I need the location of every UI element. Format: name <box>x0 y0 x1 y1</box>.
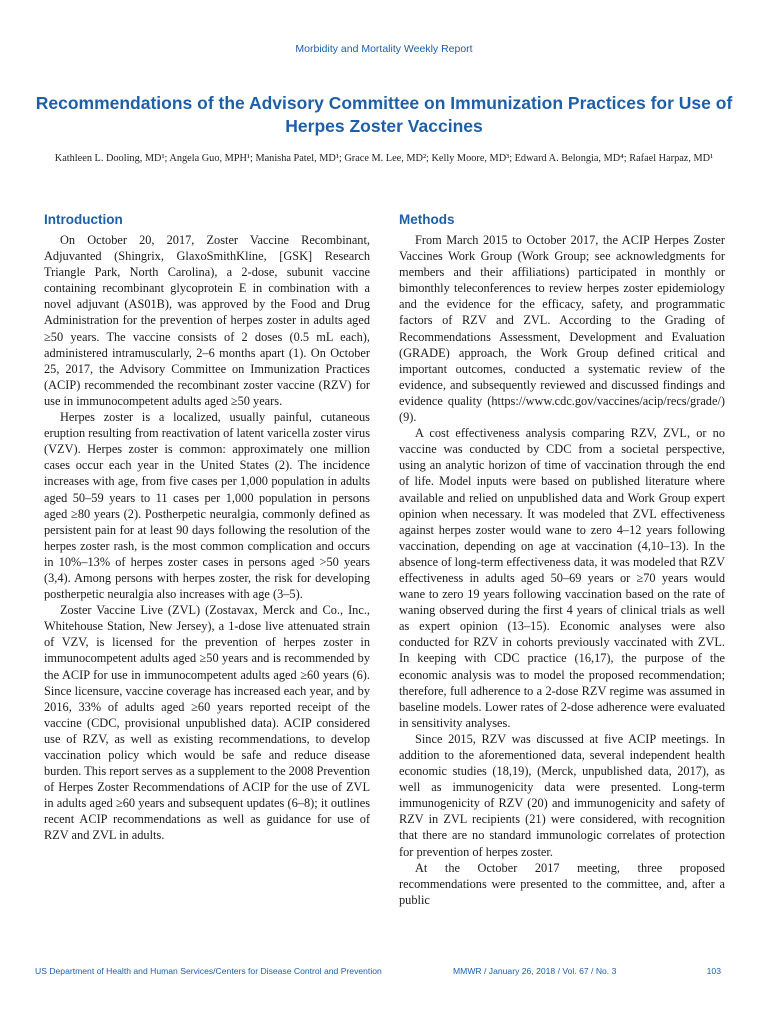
introduction-section <box>44 212 370 844</box>
methods-heading: Methods <box>399 212 455 227</box>
introduction-paragraph: Herpes zoster is a localized, usually painful, cutaneous eruption resulting from reactivation of latent varicella zoster virus (VZV). Herpes zoster is common: approximately one million cases occur each year in the United States (2). The incidence increases with age, from five cases per 1,000 population in adults aged 50–59 years to 11 cases per 1,000 population in persons aged ≥80 years (2). Postherpetic neuralgia, commonly defined as persistent pain for at least 90 days following the resolution of the herpes zoster rash, is the most common complication and occurs in 10%–13% of herpes zoster cases in persons aged >50 years (3,4). Among persons with herpes zoster, the risk for developing postherpetic neuralgia also increases with age (3–5). <box>44 410 370 602</box>
introduction-paragraph: Zoster Vaccine Live (ZVL) (Zostavax, Merck and Co., Inc., Whitehouse Station, New Jersey), a 1-dose live attenuated strain of VZV, is licensed for the prevention of herpes zoster in immunocompetent adults aged ≥50 years and is recommended by the ACIP for use in immunocompetent adults aged ≥60 years (6). Since licensure, vaccine coverage has increased each year, and by 2016, 33% of adults aged ≥60 years reported receipt of the vaccine (CDC, provisional unpublished data). ACIP considered use of RZV, as well as existing recommendations, to develop vaccination policy which would be safe and reduce disease burden. This report serves as a supplement to the 2008 Prevention of Herpes Zoster Recommendations of ACIP for the use of ZVL in adults aged ≥60 years and subsequent updates (6–8); it outlines recent ACIP recommendations as well as guidance for use of RZV and ZVL in adults. <box>44 603 370 843</box>
article-title: Recommendations of the Advisory Committee on Immunization Practices for Use of Herpes Zoster Vaccines <box>35 93 733 136</box>
methods-paragraph: A cost effectiveness analysis comparing RZV, ZVL, or no vaccine was conducted by CDC from a societal perspective, using an analytic horizon of time of vaccination through the end of life. Model inputs were based on published literature where available and relied on unpublished data and Work Group expert opinion when necessary. It was modeled that ZVL effectiveness against herpes zoster would wane to zero 4–12 years following vaccination, depending on age at vaccination (4,10–13). In the absence of long-term effectiveness data, it was modeled that RZV effectiveness in adults aged 50–69 years or ≥70 years would wane to zero 19 years following vaccination based on the rate of waning observed during the first 4 years of clinical trials as well as expert opinion (13–15). Economic analyses were also conducted for RZV in cohorts previously vaccinated with ZVL. In keeping with CDC practice (16,17), the purpose of the economic analysis was to model the proposed recommendation; therefore, full adherence to a 2-dose RZV regime was assumed in baseline models. Lower rates of 2-dose adherence were evaluated in sensitivity analyses. <box>399 426 725 730</box>
methods-section <box>399 212 725 908</box>
methods-paragraph: Since 2015, RZV was discussed at five ACIP meetings. In addition to the aforementioned data, several independent health economic studies (18,19), (Merck, unpublished data, 2017), as well as immunogenicity data were presented. Long-term immunogenicity of RZV (20) and immunogenicity and safety of RZV in ZVL recipients (21) were considered, with recognition that there are no standard immunologic correlates of protection for prevention of herpes zoster. <box>399 731 725 859</box>
footer-publisher: US Department of Health and Human Services/Centers for Disease Control and Prevention <box>35 966 382 976</box>
methods-paragraph: From March 2015 to October 2017, the ACIP Herpes Zoster Vaccines Work Group (Work Group; see acknowledgments for members and their affiliations) participated in monthly or bimonthly teleconferences to review herpes zoster epidemiology and the evidence for the efficacy, safety, and programmatic factors of RZV and ZVL. According to the Grading of Recommendations Assessment, Development and Evaluation (GRADE) approach, the Work Group defined critical and important outcomes, conducted a systematic review of the evidence, and subsequently reviewed and discussed findings and evidence quality (https://www.cdc.gov/vaccines/acip/recs/grade/) (9). <box>399 233 725 425</box>
introduction-heading: Introduction <box>44 212 123 227</box>
footer-citation: MMWR / January 26, 2018 / Vol. 67 / No. 3 <box>453 966 617 976</box>
page-number: 103 <box>706 966 721 976</box>
introduction-paragraph: On October 20, 2017, Zoster Vaccine Recombinant, Adjuvanted (Shingrix, GlaxoSmithKline, [GSK] Research Triangle Park, North Carolina), a 2-dose, subunit vaccine containing recombinant glycoprotein E in combination with a novel adjuvant (AS01B), was approved by the Food and Drug Administration for the prevention of herpes zoster in adults aged ≥50 years. The vaccine consists of 2 doses (0.5 mL each), administered intramuscularly, 2–6 months apart (1). On October 25, 2017, the Advisory Committee on Immunization Practices (ACIP) recommended the recombinant zoster vaccine (RZV) for use in immunocompetent adults aged ≥50 years. <box>44 233 370 408</box>
methods-paragraph: At the October 2017 meeting, three proposed recommendations were presented to the committee, and, after a public <box>399 860 725 907</box>
journal-name: Morbidity and Mortality Weekly Report <box>295 43 473 55</box>
author-list: Kathleen L. Dooling, MD¹; Angela Guo, MPH¹; Manisha Patel, MD¹; Grace M. Lee, MD²; Kelly Moore, MD³; Edward A. Belongia, MD⁴; Rafael Harpaz, MD¹ <box>54 153 714 164</box>
